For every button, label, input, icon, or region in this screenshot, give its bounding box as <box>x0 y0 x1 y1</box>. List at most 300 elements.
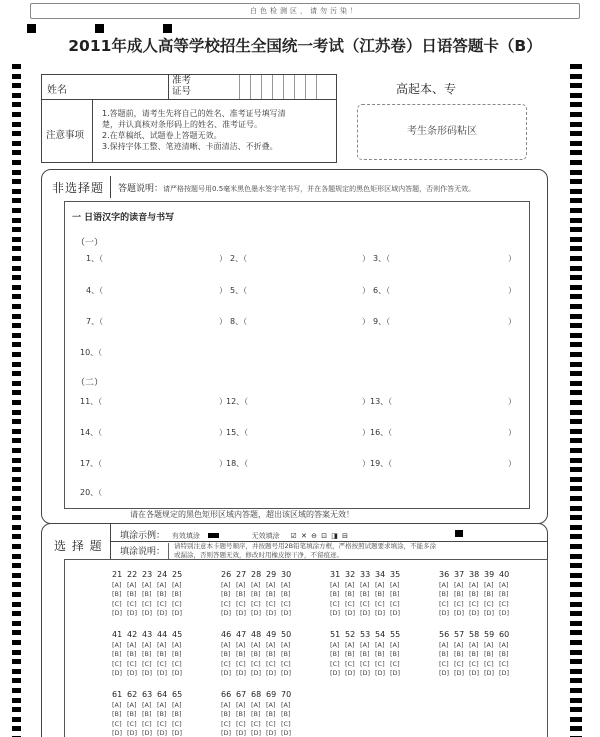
option-bubble[interactable]: [A] <box>157 580 167 589</box>
timing-mark <box>570 362 582 367</box>
option-bubble[interactable]: [B] <box>251 710 261 718</box>
question-blank[interactable]: 4、（ <box>86 286 104 295</box>
timing-mark <box>570 650 582 655</box>
option-bubble[interactable]: [C] <box>499 659 509 668</box>
option-bubble[interactable]: [D] <box>469 669 480 677</box>
option-bubble[interactable]: [A] <box>375 580 385 589</box>
option-bubble[interactable]: [D] <box>390 609 401 617</box>
option-bubble[interactable]: [C] <box>390 599 400 608</box>
option-bubble[interactable]: [B] <box>251 590 261 598</box>
option-bubble[interactable]: [B] <box>454 650 464 658</box>
timing-mark <box>12 150 21 155</box>
option-bubble[interactable]: [D] <box>112 609 123 617</box>
option-bubble[interactable]: [C] <box>360 659 370 668</box>
timing-mark <box>12 160 21 165</box>
question-number: 62 <box>127 690 138 699</box>
close-paren: ） <box>219 286 227 295</box>
option-bubble[interactable]: [D] <box>375 609 386 617</box>
question-number: 56 <box>439 630 450 639</box>
option-bubble[interactable]: [D] <box>236 669 247 677</box>
question-blank[interactable]: 10、（ <box>80 348 103 357</box>
option-bubble[interactable]: [A] <box>236 640 246 649</box>
option-bubble[interactable]: [D] <box>375 669 386 677</box>
option-bubble[interactable]: [B] <box>236 650 246 658</box>
option-bubble[interactable]: [B] <box>142 710 152 718</box>
timing-mark <box>570 256 582 261</box>
option-bubble[interactable]: [C] <box>375 659 385 668</box>
timing-mark <box>12 400 21 405</box>
option-bubble[interactable]: [B] <box>345 590 355 598</box>
option-bubble[interactable]: [B] <box>266 590 276 598</box>
question-number: 22 <box>127 570 138 579</box>
option-bubble[interactable]: [B] <box>157 710 167 718</box>
option-bubble[interactable]: [B] <box>484 590 494 598</box>
mcq-group <box>112 570 187 619</box>
option-bubble[interactable]: [D] <box>345 669 356 677</box>
option-bubble[interactable]: [B] <box>172 710 182 718</box>
option-bubble[interactable]: [B] <box>454 590 464 598</box>
option-bubble[interactable]: [B] <box>266 710 276 718</box>
timing-mark <box>12 352 21 357</box>
timing-mark <box>12 314 21 319</box>
question-blank[interactable]: 13、（ <box>370 397 393 406</box>
option-bubble[interactable]: [A] <box>221 640 231 649</box>
option-bubble[interactable]: [A] <box>142 640 152 649</box>
option-bubble[interactable]: [B] <box>112 590 122 598</box>
option-bubble[interactable]: [D] <box>236 729 247 737</box>
notes-list: 1.答题前，请考生先将自己的姓名、准考证号填写清 楚，并认真核对条形码上的姓名、准考证号。 2.在草稿纸、试题卷上答题无效。 3.保持字体工整、笔迹清晰、卡面清洁、不折叠。 <box>102 109 286 151</box>
option-bubble[interactable]: [D] <box>266 729 277 737</box>
option-bubble[interactable]: [B] <box>439 590 449 598</box>
question-blank[interactable]: 20、（ <box>80 488 103 497</box>
option-bubble[interactable]: [A] <box>266 700 276 709</box>
option-bubble[interactable]: [C] <box>469 659 479 668</box>
question-number: 67 <box>236 690 247 699</box>
question-blank[interactable]: 3、（ <box>373 254 391 263</box>
option-bubble[interactable]: [D] <box>439 609 450 617</box>
timing-mark <box>570 160 582 165</box>
timing-mark <box>570 496 582 501</box>
option-bubble[interactable]: [C] <box>221 719 231 728</box>
question-blank[interactable]: 17、（ <box>80 459 103 468</box>
option-bubble[interactable]: [C] <box>157 599 167 608</box>
timing-mark <box>12 131 21 136</box>
option-bubble[interactable]: [B] <box>281 710 291 718</box>
fill-instruction: 请特别注意本卡题号顺序，并按题号用2B铅笔填涂方框，严格按照试题要求填涂，不能多涂 或漏涂，否则答题无效，修改时用橡皮擦干净，不留痕迹。 <box>174 542 437 559</box>
option-bubble[interactable]: [C] <box>281 599 291 608</box>
option-bubble[interactable]: [B] <box>266 650 276 658</box>
option-bubble[interactable]: [D] <box>330 609 341 617</box>
exam-level: 高起本、专 <box>396 82 457 96</box>
option-bubble[interactable]: [A] <box>390 640 400 649</box>
group-one-label: （一） <box>76 238 104 248</box>
option-bubble[interactable]: [D] <box>127 609 138 617</box>
timing-mark <box>570 83 582 88</box>
question-number: 31 <box>330 570 341 579</box>
option-bubble[interactable]: [B] <box>221 710 231 718</box>
option-bubble[interactable]: [A] <box>390 580 400 589</box>
option-bubble[interactable]: [B] <box>499 590 509 598</box>
timing-mark <box>12 285 21 290</box>
timing-mark <box>12 707 21 712</box>
option-bubble[interactable]: [B] <box>221 590 231 598</box>
option-bubble[interactable]: [C] <box>251 599 261 608</box>
question-blank[interactable]: 15、（ <box>226 428 249 437</box>
option-bubble[interactable]: [C] <box>360 599 370 608</box>
option-bubble[interactable]: [A] <box>469 640 479 649</box>
part-title: 一 日语汉字的读音与书写 <box>72 213 175 223</box>
option-bubble[interactable]: [A] <box>330 580 340 589</box>
option-bubble[interactable]: [C] <box>142 719 152 728</box>
question-blank[interactable]: 16、（ <box>370 428 393 437</box>
option-bubble[interactable]: [B] <box>281 590 291 598</box>
option-bubble[interactable]: [D] <box>157 669 168 677</box>
option-bubble[interactable]: [B] <box>221 650 231 658</box>
question-blank[interactable]: 8、（ <box>230 317 248 326</box>
mcq-group <box>330 630 405 679</box>
option-bubble[interactable]: [B] <box>330 590 340 598</box>
option-bubble[interactable]: [A] <box>330 640 340 649</box>
option-bubble[interactable]: [C] <box>221 659 231 668</box>
question-blank[interactable]: 5、（ <box>230 286 248 295</box>
timing-mark <box>12 515 21 520</box>
option-bubble[interactable]: [A] <box>484 580 494 589</box>
option-bubble[interactable]: [C] <box>112 719 122 728</box>
question-number: 49 <box>266 630 277 639</box>
option-bubble[interactable]: [A] <box>281 580 291 589</box>
option-bubble[interactable]: [C] <box>251 659 261 668</box>
question-number: 55 <box>390 630 401 639</box>
option-bubble[interactable]: [C] <box>172 719 182 728</box>
option-bubble[interactable]: [A] <box>112 700 122 709</box>
option-bubble[interactable]: [A] <box>172 580 182 589</box>
option-bubble[interactable]: [A] <box>499 640 509 649</box>
option-bubble[interactable]: [D] <box>360 609 371 617</box>
option-bubble[interactable]: [D] <box>345 609 356 617</box>
timing-mark <box>12 630 21 635</box>
option-bubble[interactable]: [A] <box>236 580 246 589</box>
timing-mark <box>12 640 21 645</box>
question-blank[interactable]: 7、（ <box>86 317 104 326</box>
option-bubble[interactable]: [C] <box>330 659 340 668</box>
timing-mark <box>12 506 21 511</box>
option-bubble[interactable]: [D] <box>281 609 292 617</box>
option-bubble[interactable]: [B] <box>157 650 167 658</box>
timing-mark <box>12 390 21 395</box>
option-bubble[interactable]: [C] <box>266 719 276 728</box>
option-bubble[interactable]: [B] <box>236 590 246 598</box>
timing-mark <box>12 381 21 386</box>
timing-mark <box>570 525 582 530</box>
option-bubble[interactable]: [D] <box>281 669 292 677</box>
option-bubble[interactable]: [C] <box>127 659 137 668</box>
option-bubble[interactable]: [B] <box>142 650 152 658</box>
option-bubble[interactable]: [A] <box>112 640 122 649</box>
close-paren: ） <box>219 397 227 406</box>
option-bubble[interactable]: [B] <box>360 590 370 598</box>
option-bubble[interactable]: [C] <box>390 659 400 668</box>
option-bubble[interactable]: [D] <box>266 669 277 677</box>
option-bubble[interactable]: [A] <box>360 580 370 589</box>
timing-mark <box>570 179 582 184</box>
option-bubble[interactable]: [C] <box>330 599 340 608</box>
timing-mark <box>570 419 582 424</box>
option-bubble[interactable]: [B] <box>112 710 122 718</box>
option-bubble[interactable]: [D] <box>221 729 232 737</box>
timing-mark <box>570 390 582 395</box>
option-bubble[interactable]: [D] <box>266 609 277 617</box>
question-blank[interactable]: 14、（ <box>80 428 103 437</box>
option-bubble[interactable]: [D] <box>172 729 183 737</box>
option-bubble[interactable]: [D] <box>172 609 183 617</box>
option-bubble[interactable]: [C] <box>439 599 449 608</box>
option-bubble[interactable]: [A] <box>360 640 370 649</box>
option-bubble[interactable]: [A] <box>127 700 137 709</box>
option-bubble[interactable]: [D] <box>236 609 247 617</box>
option-bubble[interactable]: [A] <box>142 700 152 709</box>
option-bubble[interactable]: [A] <box>157 700 167 709</box>
question-blank[interactable]: 6、（ <box>373 286 391 295</box>
option-bubble[interactable]: [C] <box>157 659 167 668</box>
option-bubble[interactable]: [C] <box>236 659 246 668</box>
option-bubble[interactable]: [B] <box>127 590 137 598</box>
option-bubble[interactable]: [D] <box>112 669 123 677</box>
option-bubble[interactable]: [D] <box>499 609 510 617</box>
option-bubble[interactable]: [A] <box>345 580 355 589</box>
question-number: 69 <box>266 690 277 699</box>
timing-mark <box>570 102 582 107</box>
option-bubble[interactable]: [D] <box>172 669 183 677</box>
option-bubble[interactable]: [B] <box>127 650 137 658</box>
question-blank[interactable]: 9、（ <box>373 317 391 326</box>
question-number: 54 <box>375 630 386 639</box>
option-bubble[interactable]: [B] <box>236 710 246 718</box>
question-blank[interactable]: 18、（ <box>226 459 249 468</box>
question-number: 28 <box>251 570 262 579</box>
timing-mark <box>12 141 21 146</box>
option-bubble[interactable]: [A] <box>251 640 261 649</box>
option-bubble[interactable]: [D] <box>499 669 510 677</box>
option-bubble[interactable]: [B] <box>112 650 122 658</box>
option-bubble[interactable]: [C] <box>266 599 276 608</box>
option-bubble[interactable]: [C] <box>172 659 182 668</box>
option-bubble[interactable]: [D] <box>142 609 153 617</box>
fill-instruction-label: 填涂说明： <box>120 547 166 557</box>
question-number: 46 <box>221 630 232 639</box>
option-bubble[interactable]: [A] <box>454 580 464 589</box>
option-bubble[interactable]: [C] <box>281 659 291 668</box>
option-bubble[interactable]: [B] <box>499 650 509 658</box>
option-bubble[interactable]: [B] <box>360 650 370 658</box>
option-bubble[interactable]: [B] <box>142 590 152 598</box>
option-bubble[interactable]: [A] <box>251 580 261 589</box>
timing-mark <box>12 237 21 242</box>
option-bubble[interactable]: [C] <box>469 599 479 608</box>
option-bubble[interactable]: [B] <box>251 650 261 658</box>
option-bubble[interactable]: [B] <box>127 710 137 718</box>
exam-no-field[interactable] <box>239 75 327 99</box>
question-number: 26 <box>221 570 232 579</box>
option-bubble[interactable]: [C] <box>345 659 355 668</box>
option-bubble[interactable]: [B] <box>484 650 494 658</box>
option-bubble[interactable]: [C] <box>454 659 464 668</box>
timing-mark <box>570 371 582 376</box>
option-bubble[interactable]: [C] <box>112 659 122 668</box>
option-bubble[interactable]: [D] <box>484 669 495 677</box>
option-bubble[interactable]: [A] <box>281 700 291 709</box>
option-bubble[interactable]: [C] <box>484 659 494 668</box>
option-bubble[interactable]: [A] <box>172 700 182 709</box>
option-bubble[interactable]: [D] <box>454 669 465 677</box>
option-bubble[interactable]: [A] <box>112 580 122 589</box>
option-bubble[interactable]: [C] <box>236 599 246 608</box>
option-bubble[interactable]: [C] <box>127 599 137 608</box>
option-bubble[interactable]: [D] <box>390 669 401 677</box>
option-bubble[interactable]: [B] <box>345 650 355 658</box>
timing-mark <box>12 74 21 79</box>
page-title: 2011年成人高等学校招生全国统一考试（江苏卷）日语答题卡（B） <box>68 37 542 55</box>
option-bubble[interactable]: [C] <box>142 599 152 608</box>
option-bubble[interactable]: [D] <box>127 729 138 737</box>
option-bubble[interactable]: [C] <box>281 719 291 728</box>
option-bubble[interactable]: [A] <box>439 640 449 649</box>
option-bubble[interactable]: [C] <box>266 659 276 668</box>
option-bubble[interactable]: [A] <box>499 580 509 589</box>
fill-example: 填涂示例： 有效填涂 无效填涂 ☑ ✕ ⊖ ⊡ ◨ ⊟ <box>120 531 349 541</box>
option-bubble[interactable]: [C] <box>221 599 231 608</box>
name-field[interactable] <box>80 79 166 95</box>
option-bubble[interactable]: [C] <box>251 719 261 728</box>
option-bubble[interactable]: [C] <box>499 599 509 608</box>
option-bubble[interactable]: [C] <box>142 659 152 668</box>
option-bubble[interactable]: [A] <box>251 700 261 709</box>
option-bubble[interactable]: [D] <box>221 609 232 617</box>
option-bubble[interactable]: [A] <box>157 640 167 649</box>
timing-mark <box>12 486 21 491</box>
option-bubble[interactable]: [D] <box>251 669 262 677</box>
option-bubble[interactable]: [A] <box>142 580 152 589</box>
option-bubble[interactable]: [D] <box>127 669 138 677</box>
timing-mark <box>12 112 21 117</box>
option-bubble[interactable]: [B] <box>330 650 340 658</box>
timing-mark <box>12 573 21 578</box>
timing-mark <box>12 179 21 184</box>
option-bubble[interactable]: [A] <box>439 580 449 589</box>
option-bubble[interactable]: [C] <box>112 599 122 608</box>
option-bubble[interactable]: [D] <box>112 729 123 737</box>
option-bubble[interactable]: [B] <box>157 590 167 598</box>
option-bubble[interactable]: [B] <box>375 590 385 598</box>
timing-mark <box>12 275 21 280</box>
question-blank[interactable]: 19、（ <box>370 459 393 468</box>
option-bubble[interactable]: [D] <box>251 729 262 737</box>
option-bubble[interactable]: [B] <box>390 590 400 598</box>
timing-mark <box>570 467 582 472</box>
option-bubble[interactable]: [A] <box>236 700 246 709</box>
option-bubble[interactable]: [A] <box>221 580 231 589</box>
option-bubble[interactable]: [C] <box>172 599 182 608</box>
option-bubble[interactable]: [A] <box>127 580 137 589</box>
option-bubble[interactable]: [C] <box>439 659 449 668</box>
question-number: 24 <box>157 570 168 579</box>
option-bubble[interactable]: [D] <box>251 609 262 617</box>
option-bubble[interactable]: [B] <box>469 650 479 658</box>
question-number: 25 <box>172 570 183 579</box>
option-bubble[interactable]: [A] <box>266 580 276 589</box>
timing-mark <box>12 93 21 98</box>
option-bubble[interactable]: [B] <box>172 650 182 658</box>
timing-mark <box>570 141 582 146</box>
question-blank[interactable]: 2、（ <box>230 254 248 263</box>
question-blank[interactable]: 11、（ <box>80 397 103 406</box>
option-bubble[interactable]: [A] <box>454 640 464 649</box>
option-bubble[interactable]: [D] <box>157 729 168 737</box>
option-bubble[interactable]: [D] <box>439 669 450 677</box>
option-bubble[interactable]: [D] <box>454 609 465 617</box>
option-bubble[interactable]: [B] <box>375 650 385 658</box>
option-bubble[interactable]: [A] <box>266 640 276 649</box>
question-number: 58 <box>469 630 480 639</box>
close-paren: ） <box>508 428 516 437</box>
option-bubble[interactable]: [D] <box>142 669 153 677</box>
option-bubble[interactable]: [A] <box>375 640 385 649</box>
option-bubble[interactable]: [B] <box>439 650 449 658</box>
option-bubble[interactable]: [D] <box>221 669 232 677</box>
question-number: 44 <box>157 630 168 639</box>
timing-mark <box>570 688 582 693</box>
option-bubble[interactable]: [D] <box>360 669 371 677</box>
timing-mark <box>570 275 582 280</box>
option-bubble[interactable]: [A] <box>172 640 182 649</box>
option-bubble[interactable]: [D] <box>484 609 495 617</box>
option-bubble[interactable]: [A] <box>469 580 479 589</box>
timing-mark <box>12 554 21 559</box>
option-bubble[interactable]: [C] <box>454 599 464 608</box>
option-bubble[interactable]: [C] <box>157 719 167 728</box>
option-bubble[interactable]: [D] <box>142 729 153 737</box>
option-bubble[interactable]: [B] <box>281 650 291 658</box>
question-number: 37 <box>454 570 465 579</box>
option-bubble[interactable]: [D] <box>469 609 480 617</box>
answer-area[interactable] <box>64 201 530 509</box>
timing-mark <box>12 534 21 539</box>
timing-mark <box>570 352 582 357</box>
timing-mark <box>570 707 582 712</box>
option-bubble[interactable]: [B] <box>390 650 400 658</box>
option-bubble[interactable]: [D] <box>281 729 292 737</box>
option-bubble[interactable]: [A] <box>127 640 137 649</box>
option-bubble[interactable]: [B] <box>172 590 182 598</box>
option-bubble[interactable]: [A] <box>281 640 291 649</box>
option-bubble[interactable]: [D] <box>330 669 341 677</box>
option-bubble[interactable]: [B] <box>469 590 479 598</box>
question-number: 59 <box>484 630 495 639</box>
option-bubble[interactable]: [C] <box>484 599 494 608</box>
question-blank[interactable]: 1、（ <box>86 254 104 263</box>
option-bubble[interactable]: [D] <box>157 609 168 617</box>
option-bubble[interactable]: [C] <box>345 599 355 608</box>
timing-mark <box>570 294 582 299</box>
question-number: 50 <box>281 630 292 639</box>
option-bubble[interactable]: [C] <box>236 719 246 728</box>
question-number: 68 <box>251 690 262 699</box>
question-blank[interactable]: 12、（ <box>226 397 249 406</box>
option-bubble[interactable]: [C] <box>127 719 137 728</box>
option-bubble[interactable]: [C] <box>375 599 385 608</box>
option-bubble[interactable]: [A] <box>345 640 355 649</box>
option-bubble[interactable]: [A] <box>221 700 231 709</box>
option-bubble[interactable]: [A] <box>484 640 494 649</box>
